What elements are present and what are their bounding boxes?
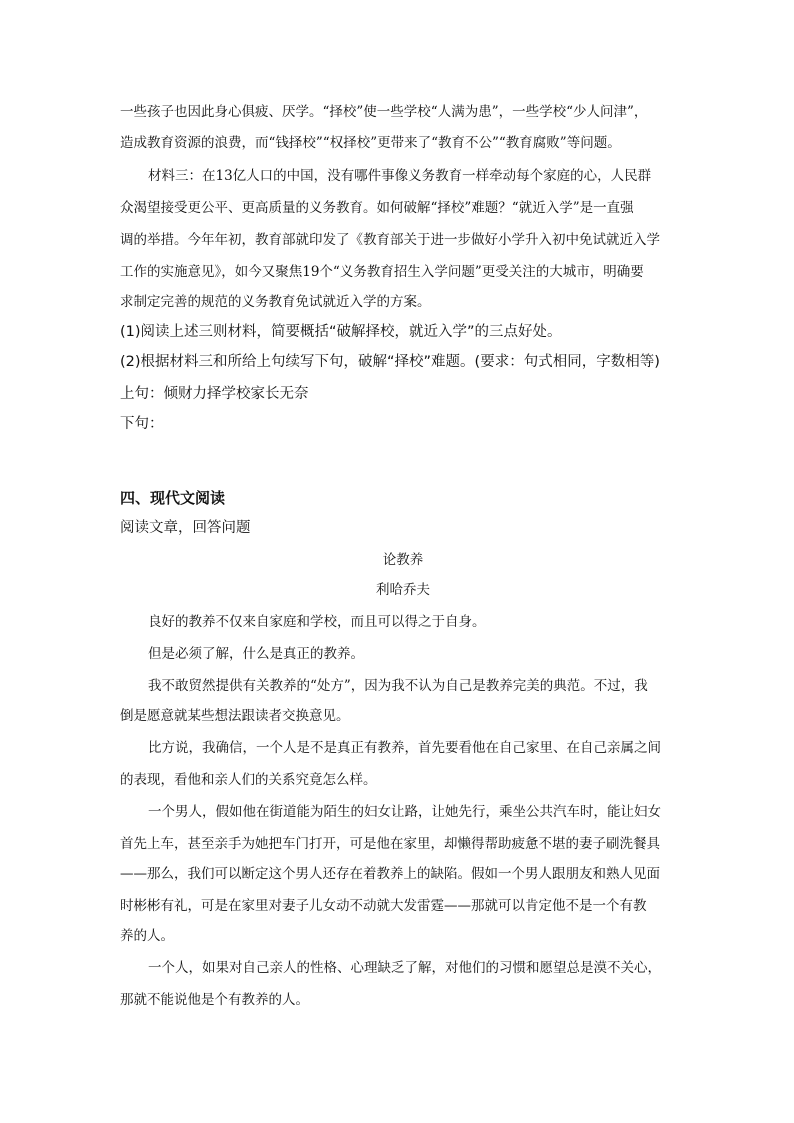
material-three-line: 众渴望接受更公平、更高质量的义务教育。如何破解“择校”难题？“就近入学”是一直强 xyxy=(120,200,634,216)
upper-line-prompt: 上句：倾财力择学校家长无奈 xyxy=(120,386,309,402)
section-heading: 四、现代文阅读 xyxy=(120,489,226,507)
article-paragraph: 一个男人，假如他在街道能为陌生的妇女让路，让她先行，乘坐公共汽车时，能让妇女 xyxy=(148,804,661,820)
material-two-tail-line: 一些孩子也因此身心俱疲、厌学。“择校”使一些学校“人满为患”，一些学校“少人问津”， xyxy=(120,104,648,120)
material-three-line: 调的举措。今年年初，教育部就印发了《教育部关于进一步做好小学升入初中免试就近入学 xyxy=(120,232,660,248)
article-paragraph: 比方说，我确信，一个人是不是真正有教养，首先要看他在自己家里、在自己亲属之间 xyxy=(148,740,661,756)
question-two: (2)根据材料三和所给上句续写下句，破解“择校”难题。(要求：句式相同，字数相等) xyxy=(120,354,660,370)
material-three-line: 求制定完善的规范的义务教育免试就近入学的方案。 xyxy=(120,294,431,310)
article-paragraph-line: 首先上车，甚至亲手为她把车门打开，可是他在家里，却懒得帮助疲惫不堪的妻子刷洗餐具 xyxy=(120,836,660,852)
article-paragraph-line: ——那么，我们可以断定这个男人还存在着教养上的缺陷。假如一个男人跟朋友和熟人见面 xyxy=(120,866,660,882)
article-paragraph: 但是必须了解，什么是真正的教养。 xyxy=(148,646,364,662)
reading-instruction: 阅读文章，回答问题 xyxy=(120,520,251,536)
material-three-line: 工作的实施意见》，如今又聚焦19个“义务教育招生入学问题”更受关注的大城市，明确要 xyxy=(120,264,644,280)
article-paragraph-line: 的表现，看他和亲人们的关系究竟怎么样。 xyxy=(120,772,377,788)
article-paragraph: 一个人，如果对自己亲人的性格、心理缺乏了解，对他们的习惯和愿望总是漠不关心， xyxy=(148,960,661,976)
article-paragraph-line: 养的人。 xyxy=(120,928,174,944)
article-paragraph-line: 倒是愿意就某些想法跟读者交换意见。 xyxy=(120,708,350,724)
lower-line-prompt: 下句： xyxy=(120,416,164,432)
article-author: 利哈乔夫 xyxy=(376,582,430,598)
article-paragraph: 我不敢贸然提供有关教养的“处方”，因为我不认为自己是教养完美的典范。不过，我 xyxy=(148,678,648,694)
material-three-line: 材料三：在13亿人口的中国，没有哪件事像义务教育一样牵动每个家庭的心，人民群 xyxy=(148,168,652,184)
question-one: (1)阅读上述三则材料，简要概括“破解择校，就近入学”的三点好处。 xyxy=(120,324,562,340)
article-paragraph: 良好的教养不仅来自家庭和学校，而且可以得之于自身。 xyxy=(148,614,486,630)
article-paragraph-line: 时彬彬有礼，可是在家里对妻子儿女动不动就大发雷霆——那就可以肯定他不是一个有教 xyxy=(120,898,647,914)
material-two-tail-line: 造成教育资源的浪费，而“钱择校”“权择校”更带来了“教育不公”“教育腐败”等问题。 xyxy=(120,135,621,151)
article-title: 论教养 xyxy=(382,552,424,568)
article-paragraph-line: 那就不能说他是个有教养的人。 xyxy=(120,992,309,1008)
